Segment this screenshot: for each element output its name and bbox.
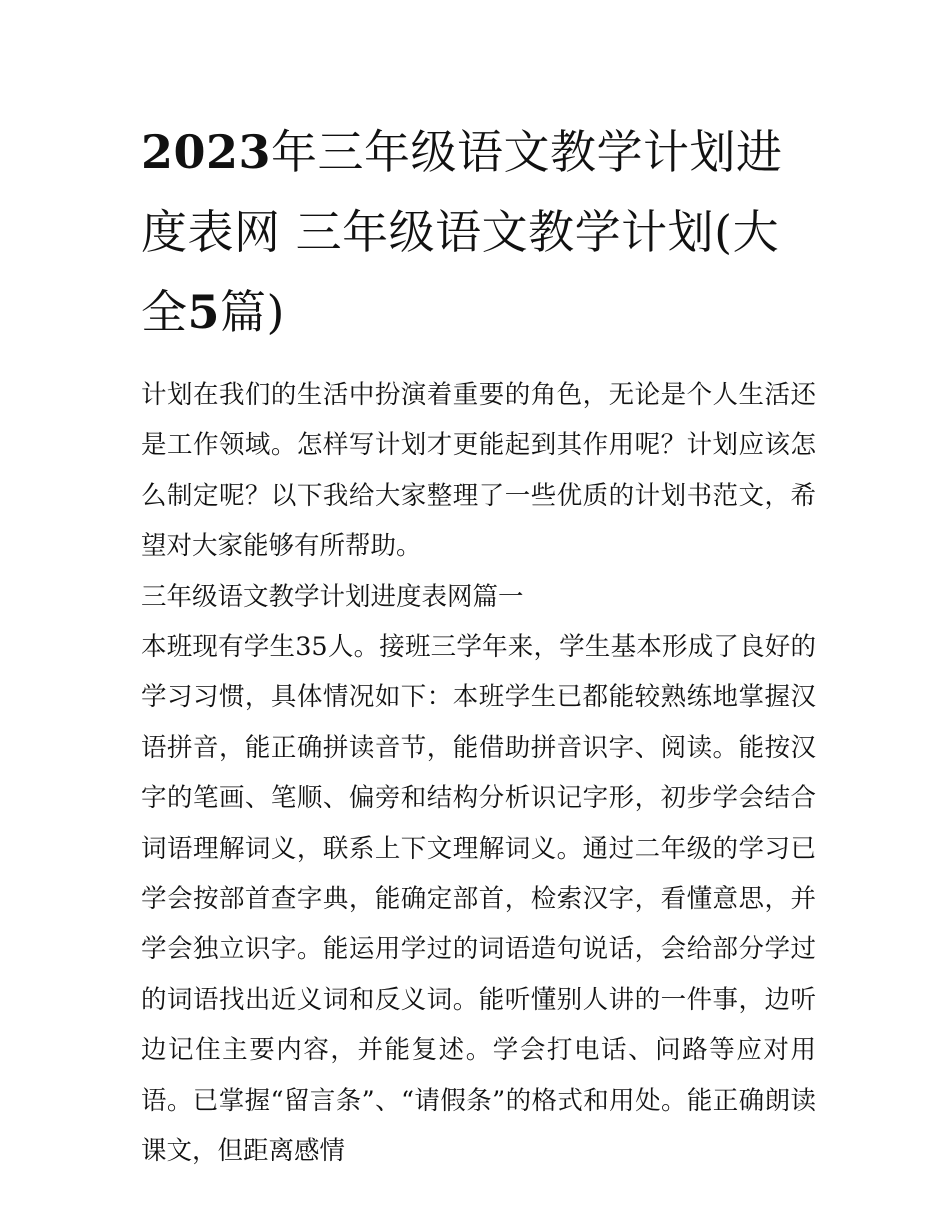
title-main-text: 年三年级语文教学计划进度表网 三年级语文教学计划(大全 (141, 125, 783, 339)
document-content (141, 112, 816, 1177)
title-count: 5 (187, 285, 221, 339)
intro-paragraph: 计划在我们的生活中扮演着重要的角色，无论是个人生活还是工作领域。怎样写计划才更能起到其作用呢？计划应该怎么制定呢？以下我给大家整理了一些优质的计划书范文，希望对大家能够有所帮助。 (141, 380, 816, 562)
title-suffix: 篇) (220, 285, 285, 339)
body-paragraph: 本班现有学生35人。接班三学年来，学生基本形成了良好的学习习惯，具体情况如下：本班学生已都能较熟练地掌握汉语拼音，能正确拼读音节，能借助拼音识字、阅读。能按汉字的笔画、笔顺、偏旁和结构分析识记字形，初步学会结合词语理解词义，联系上下文理解词义。通过二年级的学习已学会按部首查字典，能确定部首，检索汉字，看懂意思，并学会独立识字。能运用学过的词语造句说话，会给部分学过的词语找出近义词和反义词。能听懂别人讲的一件事，边听边记住主要内容，并能复述。学会打电话、问路等应对用语。已掌握“留言条”、“请假条”的格式和用处。能正确朗读课文，但距离感情 (141, 632, 816, 1167)
title-year: 2023 (141, 125, 272, 179)
section-heading: 三年级语文教学计划进度表网篇一 (141, 581, 524, 612)
document-title (141, 112, 816, 352)
